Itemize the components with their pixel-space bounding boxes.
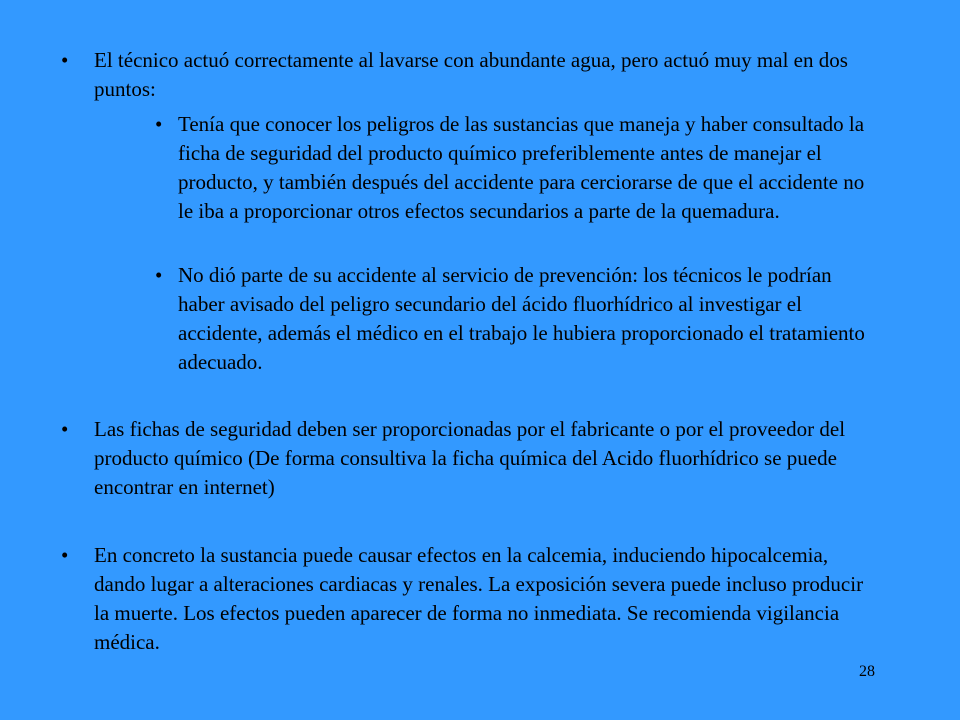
- sub-bullet-point-2: [155, 261, 878, 377]
- bullet-marker: •: [61, 48, 69, 72]
- bullet-marker: •: [155, 112, 163, 136]
- bullet-point-2: [61, 415, 874, 502]
- bullet-point-1: [61, 46, 874, 104]
- bullet-text: Las fichas de seguridad deben ser proporcionadas por el fabricante o por el proveedor del producto químico (De forma consultiva la ficha química del Acido fluorhídrico se puede encontrar en internet): [94, 417, 846, 499]
- bullet-text: El técnico actuó correctamente al lavarse con abundante agua, pero actuó muy mal en dos puntos:: [94, 48, 848, 101]
- bullet-text: Tenía que conocer los peligros de las sustancias que maneja y haber consultado la ficha de seguridad del producto químico preferiblemente antes de manejar el producto, y también después del accidente para cerciorarse de que el accidente no le iba a proporcionar otros efectos secundarios a parte de la quemadura.: [178, 112, 865, 223]
- bullet-marker: •: [61, 417, 69, 441]
- bullet-marker: •: [155, 263, 163, 287]
- sub-bullet-point-1: [155, 110, 878, 226]
- bullet-text: No dió parte de su accidente al servicio de prevención: los técnicos le podrían haber avisado del peligro secundario del ácido fluorhídrico al investigar el accidente, además el médico en el trabajo le hubiera proporcionado el tratamiento adecuado.: [178, 263, 865, 374]
- bullet-point-3: [61, 541, 874, 657]
- page-number: 28: [859, 663, 875, 680]
- bullet-marker: •: [61, 543, 69, 567]
- bullet-text: En concreto la sustancia puede causar efectos en la calcemia, induciendo hipocalcemia, dando lugar a alteraciones cardiacas y renales. La exposición severa puede incluso producir la muerte. Los efectos pueden aparecer de forma no inmediata. Se recomienda vigilancia médica.: [94, 543, 864, 654]
